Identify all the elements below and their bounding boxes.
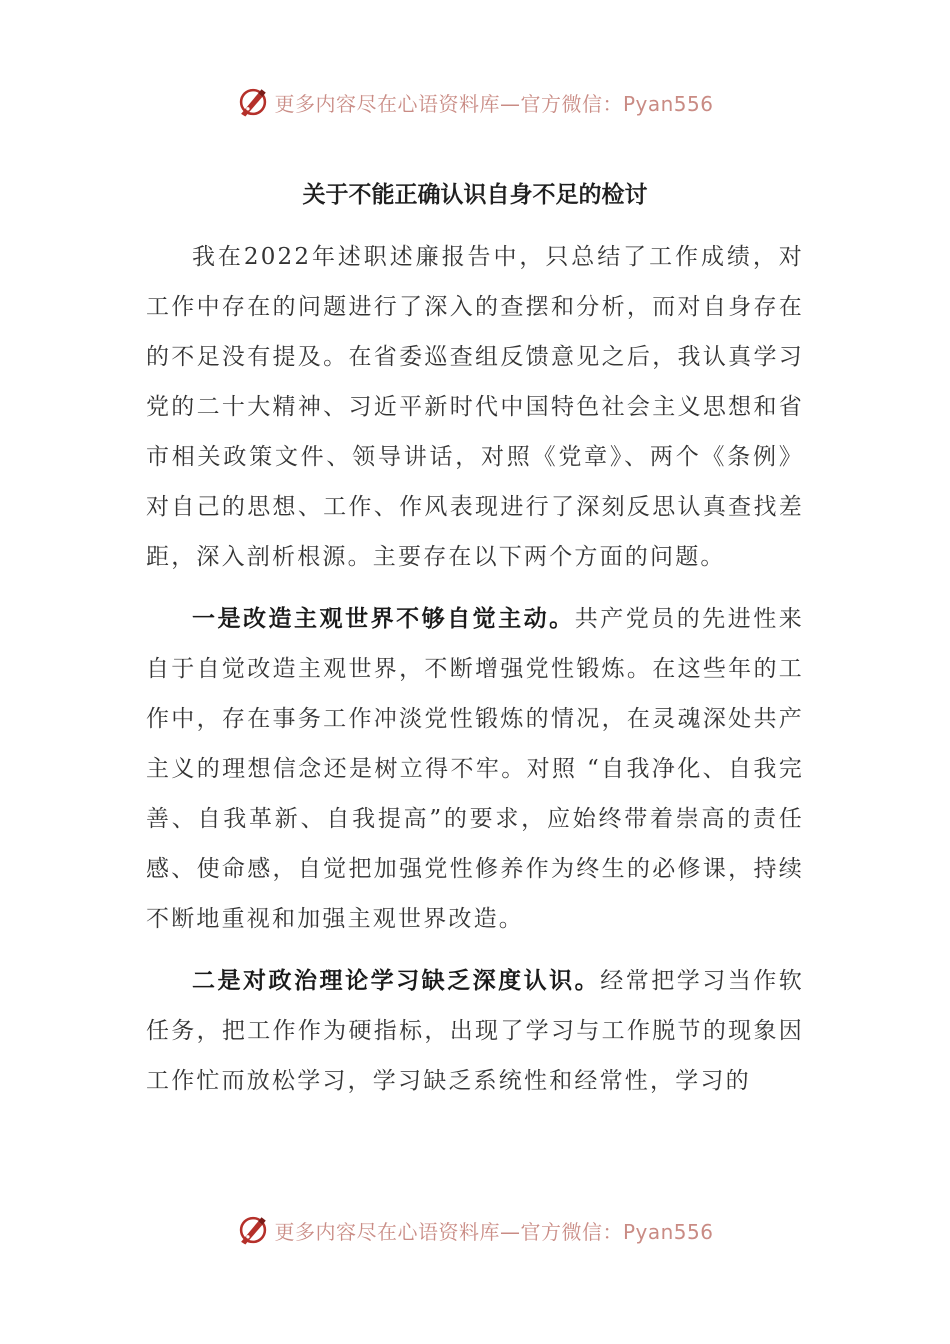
paragraph-text: 经常把学习当作软任务，把工作作为硬指标，出现了学习与工作脱节的现象因工作忙而放松学习，学习缺乏系统性和经常性，学习的	[146, 968, 804, 1094]
header-banner	[0, 80, 950, 124]
banner-text: 更多内容尽在心语资料库—官方微信：Pyan556	[274, 91, 714, 116]
paragraph-intro	[146, 232, 804, 582]
footer-banner	[0, 1208, 950, 1252]
pen-nib-circle-icon	[236, 85, 270, 119]
pen-nib-circle-icon	[236, 1213, 270, 1247]
paragraph-text: 共产党员的先进性来自于自觉改造主观世界，不断增强党性锻炼。在这些年的工作中，存在事务工作冲淡党性锻炼的情况，在灵魂深处共产主义的理想信念还是树立得不牢。对照 “自我净化、自我完善、自我革新、自我提高”的要求，应始终带着崇高的责任感、使命感，自觉把加强党性修养作为终生的必修课，持续不断地重视和加强主观世界改造。	[146, 606, 804, 932]
paragraph-text: 我在2022年述职述廉报告中，只总结了工作成绩，对工作中存在的问题进行了深入的查摆和分析，而对自身存在的不足没有提及。在省委巡查组反馈意见之后，我认真学习党的二十大精神、习近平新时代中国特色社会主义思想和省市相关政策文件、领导讲话，对照《党章》、两个《条例》对自己的思想、工作、作风表现进行了深刻反思认真查找差距，深入剖析根源。主要存在以下两个方面的问题。	[146, 244, 804, 570]
paragraph-lead: 二是对政治理论学习缺乏深度认识。	[192, 968, 601, 994]
document-body	[146, 232, 804, 1118]
paragraph-lead: 一是改造主观世界不够自觉主动。	[192, 606, 575, 632]
document-title: 关于不能正确认识自身不足的检讨	[302, 182, 648, 208]
paragraph-point-1	[146, 594, 804, 944]
paragraph-point-2	[146, 956, 804, 1106]
banner-text: 更多内容尽在心语资料库—官方微信：Pyan556	[274, 1219, 714, 1244]
